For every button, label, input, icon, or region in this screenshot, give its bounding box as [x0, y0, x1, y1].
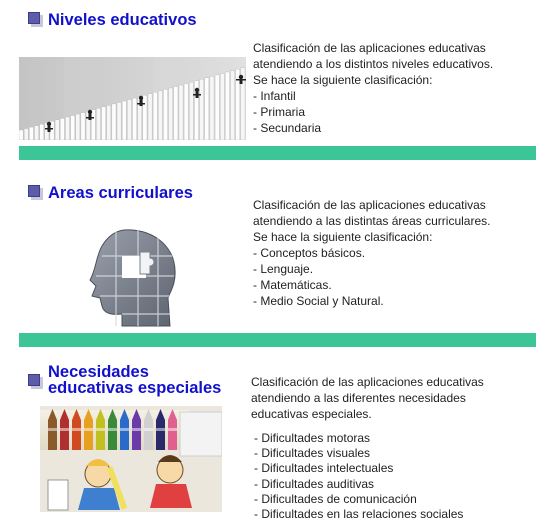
list-item: - Primaria [253, 105, 306, 119]
list-item: - Dificultades visuales [254, 446, 371, 461]
intro-line: Se hace la siguiente clasificación: [253, 73, 433, 87]
section-description [253, 197, 543, 309]
section-description [251, 374, 543, 522]
intro-line: Clasificación de las aplicaciones educativas [251, 375, 484, 389]
intro-line: Clasificación de las aplicaciones educativas [253, 198, 486, 212]
title-line: educativas especiales [48, 379, 222, 397]
intro-line: atendiendo a las distintas áreas curriculares. [253, 214, 491, 228]
section-heading [28, 12, 197, 28]
title-line: Necesidades [48, 363, 149, 381]
section-description [253, 40, 543, 136]
classification-list [251, 431, 543, 522]
list-item: - Matemáticas. [253, 278, 332, 292]
list-item: - Infantil [253, 89, 296, 103]
section-heading [28, 364, 221, 396]
intro-line: educativas especiales. [251, 407, 372, 421]
list-item: - Dificultades intelectuales [254, 461, 394, 476]
section-necesidades-especiales [0, 347, 546, 522]
section-divider [19, 146, 536, 160]
list-item: - Lenguaje. [253, 262, 314, 276]
square-bullet-icon [28, 185, 43, 200]
list-item: - Conceptos básicos. [253, 246, 366, 260]
list-item: - Dificultades auditivas [254, 476, 375, 491]
intro-line: Clasificación de las aplicaciones educativas [253, 41, 486, 55]
section-divider [19, 333, 536, 347]
classification-list [253, 245, 543, 309]
list-item: - Dificultades en las relaciones sociales [254, 507, 464, 522]
section-title [48, 364, 221, 396]
list-item: - Dificultades de comunicación [254, 491, 417, 506]
section-areas-curriculares [0, 160, 546, 335]
crayons-illustration [40, 406, 222, 512]
list-item: - Dificultades motoras [254, 431, 371, 445]
puzzle-head-illustration [82, 226, 182, 328]
section-heading [28, 185, 193, 201]
section-title: Areas curriculares [48, 184, 193, 202]
intro-line: Se hace la siguiente clasificación: [253, 230, 433, 244]
list-item: - Secundaria [253, 121, 322, 135]
list-item: - Medio Social y Natural. [253, 294, 384, 308]
square-bullet-icon [28, 374, 43, 389]
section-niveles-educativos [0, 0, 546, 160]
section-title: Niveles educativos [48, 11, 197, 29]
intro-line: atendiendo a los distintos niveles educativos. [253, 57, 494, 71]
square-bullet-icon [28, 12, 43, 27]
classification-list [253, 88, 543, 136]
stairs-illustration [19, 57, 246, 140]
intro-line: atendiendo a las diferentes necesidades [251, 391, 466, 405]
